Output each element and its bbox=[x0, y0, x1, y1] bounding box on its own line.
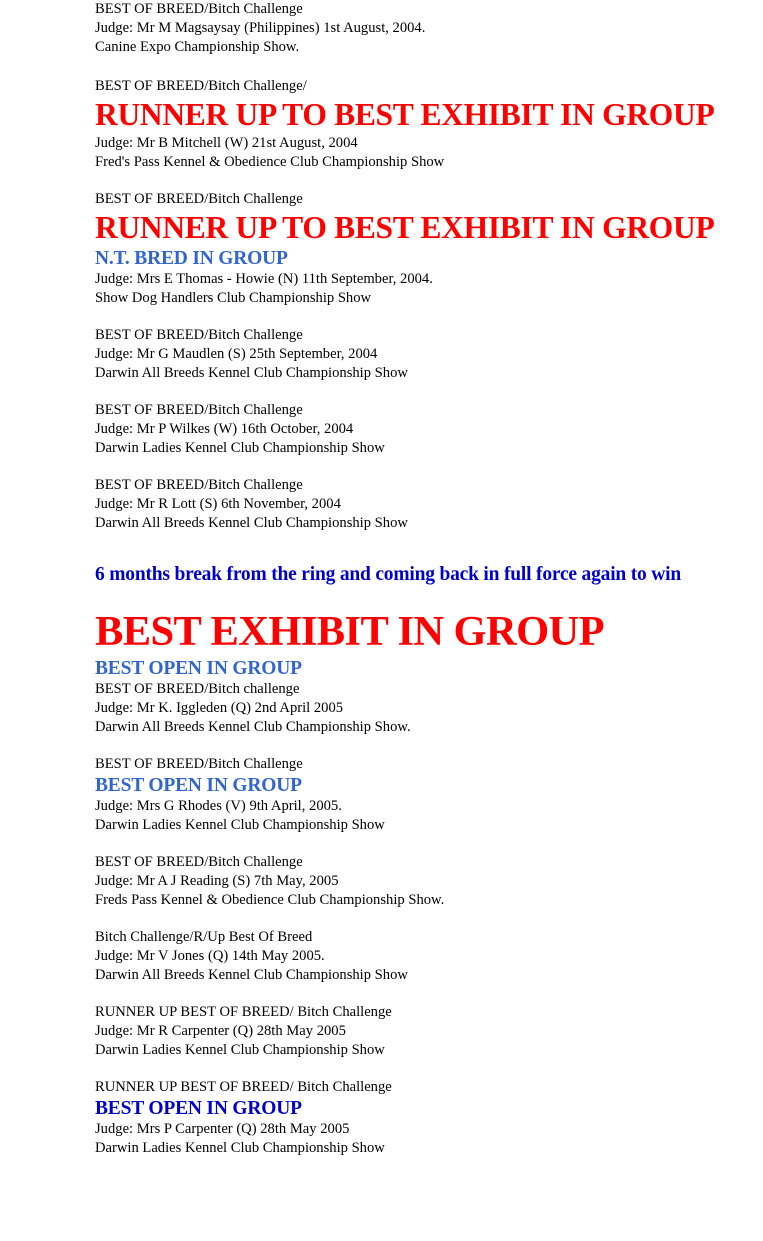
entry-title: BEST OF BREED/Bitch Challenge bbox=[95, 1, 303, 17]
award-heading: BEST OPEN IN GROUP bbox=[95, 658, 302, 679]
entry-show: Darwin All Breeds Kennel Club Championship Show bbox=[95, 515, 408, 531]
headline-best-exhibit: BEST EXHIBIT IN GROUP bbox=[95, 608, 604, 655]
entry-judge: Judge: Mr V Jones (Q) 14th May 2005. bbox=[95, 948, 325, 964]
entry-show: Darwin Ladies Kennel Club Championship Show bbox=[95, 1042, 385, 1058]
entry-show: Show Dog Handlers Club Championship Show bbox=[95, 290, 372, 306]
entry-show: Darwin All Breeds Kennel Club Championship Show. bbox=[95, 719, 411, 735]
entry-2004-aug-21 bbox=[95, 77, 755, 172]
entry-show: Darwin All Breeds Kennel Club Championship Show bbox=[95, 967, 408, 983]
entry-2004-sep-11 bbox=[95, 190, 755, 308]
entry-show: Darwin Ladies Kennel Club Championship Show bbox=[95, 440, 385, 456]
comeback-announcement: 6 months break from the ring and coming back in full force again to win bbox=[95, 564, 682, 585]
entry-title: BEST OF BREED/Bitch challenge bbox=[95, 681, 300, 697]
entry-title: BEST OF BREED/Bitch Challenge bbox=[95, 854, 303, 870]
entry-judge: Judge: Mr A J Reading (S) 7th May, 2005 bbox=[95, 873, 339, 889]
entry-show: Darwin Ladies Kennel Club Championship Show bbox=[95, 817, 385, 833]
entry-title: BEST OF BREED/Bitch Challenge bbox=[95, 191, 303, 207]
entry-show: Freds Pass Kennel & Obedience Club Championship Show. bbox=[95, 892, 445, 908]
award-heading: BEST OPEN IN GROUP bbox=[95, 1098, 302, 1119]
entry-judge: Judge: Mrs P Carpenter (Q) 28th May 2005 bbox=[95, 1121, 350, 1137]
entry-2005-apr-2 bbox=[95, 657, 755, 737]
entry-judge: Judge: Mrs E Thomas - Howie (N) 11th September, 2004. bbox=[95, 271, 433, 287]
entry-judge: Judge: Mr R Carpenter (Q) 28th May 2005 bbox=[95, 1023, 346, 1039]
entry-judge: Judge: Mr G Maudlen (S) 25th September, 2004 bbox=[95, 346, 378, 362]
entry-title: BEST OF BREED/Bitch Challenge bbox=[95, 327, 303, 343]
entry-2004-aug-1 bbox=[95, 0, 755, 57]
entry-2004-sep-25 bbox=[95, 326, 755, 383]
entry-judge: Judge: Mrs G Rhodes (V) 9th April, 2005. bbox=[95, 798, 342, 814]
award-heading: RUNNER UP TO BEST EXHIBIT IN GROUP bbox=[95, 210, 715, 245]
entry-2005-apr-9 bbox=[95, 755, 755, 835]
entry-judge: Judge: Mr B Mitchell (W) 21st August, 2004 bbox=[95, 135, 358, 151]
entry-title: RUNNER UP BEST OF BREED/ Bitch Challenge bbox=[95, 1079, 392, 1095]
results-document bbox=[95, 0, 755, 1176]
entry-2004-oct-16 bbox=[95, 401, 755, 458]
entry-judge: Judge: Mr K. Iggleden (Q) 2nd April 2005 bbox=[95, 700, 344, 716]
award-heading: BEST OPEN IN GROUP bbox=[95, 775, 302, 796]
entry-2005-may-14 bbox=[95, 928, 755, 985]
award-heading: RUNNER UP TO BEST EXHIBIT IN GROUP bbox=[95, 97, 715, 132]
entry-title: RUNNER UP BEST OF BREED/ Bitch Challenge bbox=[95, 1004, 392, 1020]
entry-title: BEST OF BREED/Bitch Challenge/ bbox=[95, 78, 307, 94]
entry-judge: Judge: Mr M Magsaysay (Philippines) 1st August, 2004. bbox=[95, 20, 426, 36]
entry-show: Canine Expo Championship Show. bbox=[95, 39, 300, 55]
entry-2005-may-28-p-carpenter bbox=[95, 1078, 755, 1158]
entry-show: Fred's Pass Kennel & Obedience Club Championship Show bbox=[95, 154, 445, 170]
entry-show: Darwin Ladies Kennel Club Championship Show bbox=[95, 1140, 385, 1156]
entry-judge: Judge: Mr R Lott (S) 6th November, 2004 bbox=[95, 496, 341, 512]
entry-show: Darwin All Breeds Kennel Club Championship Show bbox=[95, 365, 408, 381]
entry-title: BEST OF BREED/Bitch Challenge bbox=[95, 756, 303, 772]
entry-2004-nov-6 bbox=[95, 476, 755, 533]
entry-judge: Judge: Mr P Wilkes (W) 16th October, 2004 bbox=[95, 421, 354, 437]
sub-award-heading: N.T. BRED IN GROUP bbox=[95, 248, 288, 269]
entry-2005-may-28-r-carpenter bbox=[95, 1003, 755, 1060]
entry-title: BEST OF BREED/Bitch Challenge bbox=[95, 477, 303, 493]
entry-title: BEST OF BREED/Bitch Challenge bbox=[95, 402, 303, 418]
entry-title: Bitch Challenge/R/Up Best Of Breed bbox=[95, 929, 313, 945]
entry-2005-may-7 bbox=[95, 853, 755, 910]
